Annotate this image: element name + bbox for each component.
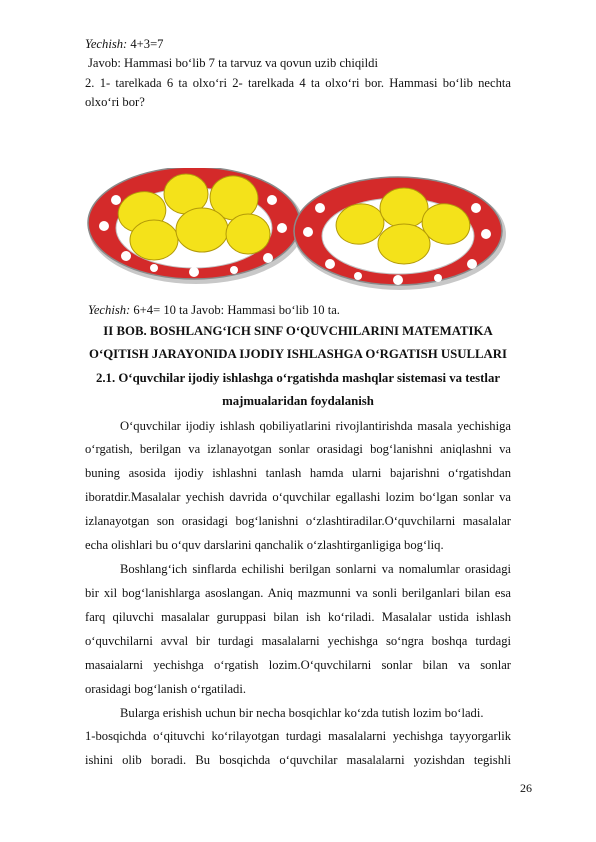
paragraph-1-line: iboratdir.Masalalar yechish davrida o‘quvchilar egallashi lozim bo‘lgan sonlar va [85, 490, 511, 504]
paragraph-1-line: O‘quvchilar ijodiy ishlash qobiliyatlarini rivojlantirishda masala yechishiga [120, 419, 511, 433]
solution-1 [85, 36, 511, 52]
paragraph-2-line: masaialarni yechishga o‘rgatish lozim.O‘quvchilarni sonlar bilan va sonlar [85, 658, 511, 672]
solution-label: Yechish: [85, 37, 128, 51]
paragraph-1-line: buning asosida ijodiy ishlashni tanlash hamda ularni bajarishni o‘rgatishdan [85, 466, 511, 480]
paragraph-4-line: ishini olib boradi. Bu bosqichda o‘quvchilar masalalarni yozishdan tegishli [85, 753, 511, 767]
solution-text: 6+4= 10 ta Javob: Hammasi bo‘lib 10 ta. [130, 303, 340, 317]
answer-1: Javob: Hammasi bo‘lib 7 ta tarvuz va qovun uzib chiqildi [88, 56, 378, 70]
plates-with-plums-icon [84, 168, 512, 296]
paragraph-3: Bularga erishish uchun bir necha bosqichlar ko‘zda tutish lozim bo‘ladi. [120, 706, 484, 720]
paragraph-2-line: farq qiluvchi masalalar guruppasi bilan ish ko‘riladi. Masalalar ustida ishlash [85, 610, 511, 624]
solution-label: Yechish: [88, 303, 131, 317]
paragraph-1-line: izlanayotgan son orasidagi bog‘lanishni o‘zlashtiradilar.O‘quvchilarni masalalar [85, 514, 511, 528]
page-number: 26 [520, 781, 532, 795]
solution-2 [88, 302, 514, 318]
paragraph-1-line: echa olishlari bu o‘quv darslarini qanchalik o‘zlashtirganligiga bog‘liq. [85, 538, 444, 552]
paragraph-2-line: orasidagi bog‘lanish o‘rgatiladi. [85, 682, 247, 696]
paragraph-2-line: o‘quvchilarni avval bir turdagi masalalarni yechishga so‘ngra boshqa turdagi [85, 634, 511, 648]
chapter-title-line-2: O‘QITISH JARAYONIDA IJODIY ISHLASHGA O‘RGATISH USULLARI [88, 347, 507, 361]
chapter-title-line-1: II BOB. BOSHLANG‘ICH SINF O‘QUVCHILARINI MATEMATIKA [103, 324, 493, 338]
paragraph-2-line: bir xil bog‘lanishlarga asoslangan. Aniq mazmunni va sonli berilganlari bilan esa [85, 586, 511, 600]
section-title-line-1: 2.1. O‘quvchilar ijodiy ishlashga o‘rgatishda mashqlar sistemasi va testlar [95, 371, 501, 385]
paragraph-1-line: o‘rgatish, berilgan va izlanayotgan sonlar orasidagi bog‘lanishni aniqlashni va [85, 442, 511, 456]
problem-2-line-2: olxo‘ri bor? [85, 95, 145, 109]
section-title-line-2: majmualaridan foydalanish [222, 394, 374, 408]
paragraph-2-line: Boshlang‘ich sinflarda echilishi berilgan sonlarni va nomalumlar orasidagi [120, 562, 511, 576]
paragraph-4-line: 1-bosqichda o‘qituvchi ko‘rilayotgan turdagi masalalarni yechishga tayyorgarlik [85, 729, 511, 743]
problem-2-line-1: 2. 1- tarelkada 6 ta olxo‘ri 2- tarelkada 4 ta olxo‘ri bor. Hammasi bo‘lib nechta [85, 76, 511, 90]
solution-text: 4+3=7 [127, 37, 164, 51]
